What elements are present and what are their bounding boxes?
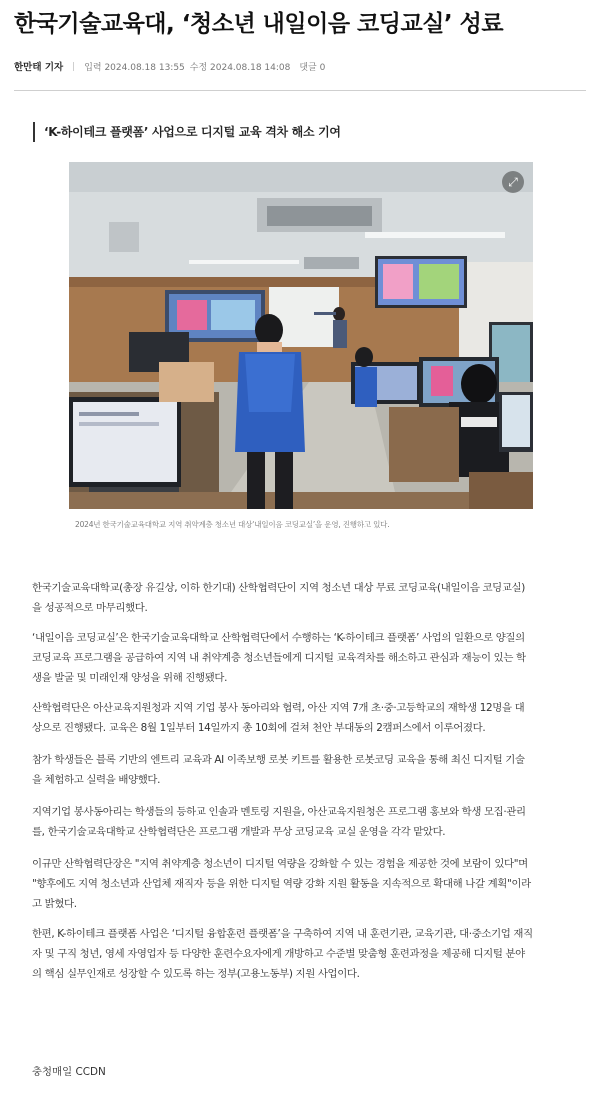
modified-date: 수정 2024.08.18 14:08 [189,62,291,73]
article-paragraph-7 [32,924,572,984]
paragraph-line: 를, 한국기술교육대학교 산학협력단은 프로그램 개발과 무상 코딩교육 교실 운영을 각각 맡았다. [32,826,446,838]
article-paragraph-3 [32,698,572,738]
classroom-photo-illustration [69,162,533,509]
paragraph-line: 을 체험하고 실력을 배양했다. [32,774,161,786]
paragraph-line: 참가 학생들은 블록 기반의 엔트리 교육과 AI 이족보행 로봇 키트를 활용한 로봇코딩 교육을 통해 최신 디지털 기술 [32,754,525,766]
paragraph-line: 지역기업 봉사동아리는 학생들의 등하교 인솔과 멘토링 지원을, 아산교육지원청은 프로그램 홍보와 학생 모집·관리 [32,806,526,818]
article-paragraph-5 [32,802,572,842]
photo-caption: 2024년 한국기술교육대학교 지역 취약계층 청소년 대상‘내일이음 코딩교실’을 운영, 진행하고 있다. [75,520,390,529]
article-source: 충청매일 CCDN [32,1066,106,1078]
comment-count[interactable]: 댓글 0 [299,62,326,73]
paragraph-line: 생을 발굴 및 미래인재 양성을 위해 진행됐다. [32,672,228,684]
article-photo[interactable] [69,162,533,509]
paragraph-line: 자 및 구직 청년, 영세 자영업자 등 다양한 훈련수요자에게 개방하고 수준별 맞춤형 훈련과정을 제공해 디지털 분야 [32,948,525,960]
article-paragraph-4 [32,750,572,790]
published-date: 입력 2024.08.18 13:55 [84,62,185,73]
article-paragraph-1 [32,578,572,618]
paragraph-line: 의 핵심 실무인재로 성장할 수 있도록 하는 정부(고용노동부) 지원 사업이다. [32,968,360,980]
expand-icon[interactable]: ⤢ [502,171,524,193]
article-subtitle: ‘K-하이테크 플랫폼’ 사업으로 디지털 교육 격차 해소 기여 [33,122,341,142]
article-headline: 한국기술교육대, ‘청소년 내일이음 코딩교실’ 성료 [14,11,504,37]
paragraph-line: 산학협력단은 아산교육지원청과 지역 기업 봉사 동아리와 협력, 아산 지역 7개 초·중·고등학교의 재학생 12명을 대 [32,702,525,714]
paragraph-line: 한국기술교육대학교(총장 유길상, 이하 한기대) 산학협력단이 지역 청소년 대상 무료 코딩교육(내일이음 코딩교실) [32,582,525,594]
paragraph-line: 코딩교육 프로그램을 공급하여 지역 내 취약계층 청소년들에게 디지털 교육격차를 해소하고 관심과 재능이 있는 학 [32,652,526,664]
paragraph-line: 이규만 산학협력단장은 "지역 취약계층 청소년이 디지털 역량을 강화할 수 있는 경험을 제공한 것에 보람이 있다"며 [32,858,528,870]
article-paragraph-6 [32,854,572,914]
paragraph-line: 고 밝혔다. [32,898,77,910]
article-meta [14,58,586,74]
paragraph-line: "향후에도 지역 청소년과 산업체 재직자 등을 위한 디지털 역량 강화 지원 활동을 지속적으로 확대해 나갈 계획"이라 [32,878,531,890]
reporter-name[interactable]: 한만태 기자 [14,62,64,73]
paragraph-line: 상으로 진행됐다. 교육은 8월 1일부터 14일까지 총 10회에 걸쳐 천안 부대동의 2캠퍼스에서 이루어졌다. [32,722,486,734]
meta-divider [73,62,74,71]
article-paragraph-2 [32,628,572,688]
paragraph-line: 을 성공적으로 마무리했다. [32,602,148,614]
header-divider [14,90,586,91]
paragraph-line: 한편, K-하이테크 플랫폼 사업은 ‘디지털 융합훈련 플랫폼’을 구축하여 지역 내 훈련기관, 교육기관, 대·중소기업 재직 [32,928,533,940]
paragraph-line: ‘내일이음 코딩교실’은 한국기술교육대학교 산학협력단에서 수행하는 ‘K-하이테크 플랫폼’ 사업의 일환으로 양질의 [32,632,525,644]
